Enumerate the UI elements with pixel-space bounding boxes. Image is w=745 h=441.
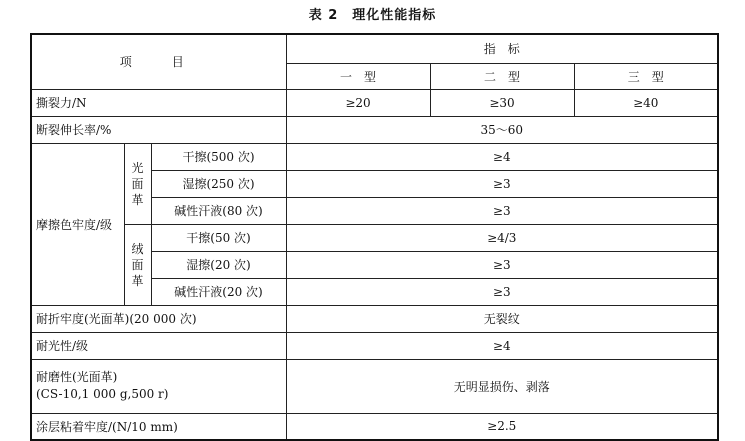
suede-sweat-value: ≥3: [286, 278, 718, 305]
flex-label: 耐折牢度(光面革)(20 000 次): [31, 305, 286, 332]
abrasion-label: [31, 359, 286, 413]
elongation-label: 断裂伸长率/%: [31, 116, 286, 143]
rub-fastness-label: 摩擦色牢度/级: [31, 143, 124, 305]
header-item: 项 目: [31, 34, 286, 89]
header-indicator: 指 标: [286, 34, 718, 63]
tear-label: 撕裂力/N: [31, 89, 286, 116]
row-tear: [31, 89, 718, 116]
suede-wet-value: ≥3: [286, 251, 718, 278]
header-type-2: 二 型: [430, 63, 574, 89]
tear-type-1: ≥20: [286, 89, 430, 116]
physical-chemical-spec-table: [30, 33, 719, 441]
suede-dry-label: 干擦(50 次): [151, 224, 286, 251]
light-label: 耐光性/级: [31, 332, 286, 359]
table-number: 表 2: [308, 8, 339, 23]
abrasion-label-line-2: (CS-10,1 000 g,500 r): [36, 387, 169, 401]
row-elongation: [31, 116, 718, 143]
suede-wet-label: 湿擦(20 次): [151, 251, 286, 278]
row-light: [31, 332, 718, 359]
table-title: 理化性能指标: [352, 8, 437, 23]
abrasion-label-line-1: 耐磨性(光面革): [36, 370, 118, 384]
flex-value: 无裂纹: [286, 305, 718, 332]
header-type-3: 三 型: [574, 63, 718, 89]
row-adhesion: [31, 413, 718, 440]
adhesion-label: 涂层粘着牢度/(N/10 mm): [31, 413, 286, 440]
row-abrasion: [31, 359, 718, 413]
adhesion-value: ≥2.5: [286, 413, 718, 440]
suede-leather-label: 绒 面 革: [124, 224, 151, 305]
smooth-dry-value: ≥4: [286, 143, 718, 170]
smooth-sweat-label: 碱性汗液(80 次): [151, 197, 286, 224]
suede-sweat-label: 碱性汗液(20 次): [151, 278, 286, 305]
row-rub-suede-dry: [31, 224, 718, 251]
elongation-value: 35～60: [286, 116, 718, 143]
header-row-1: [31, 34, 718, 63]
header-type-1: 一 型: [286, 63, 430, 89]
suede-dry-value: ≥4/3: [286, 224, 718, 251]
row-rub-smooth-dry: [31, 143, 718, 170]
smooth-leather-label: 光 面 革: [124, 143, 151, 224]
tear-type-2: ≥30: [430, 89, 574, 116]
tear-type-3: ≥40: [574, 89, 718, 116]
smooth-dry-label: 干擦(500 次): [151, 143, 286, 170]
row-flex: [31, 305, 718, 332]
light-value: ≥4: [286, 332, 718, 359]
abrasion-value: 无明显损伤、剥落: [286, 359, 718, 413]
smooth-wet-value: ≥3: [286, 170, 718, 197]
smooth-sweat-value: ≥3: [286, 197, 718, 224]
table-caption: [0, 4, 745, 28]
smooth-wet-label: 湿擦(250 次): [151, 170, 286, 197]
